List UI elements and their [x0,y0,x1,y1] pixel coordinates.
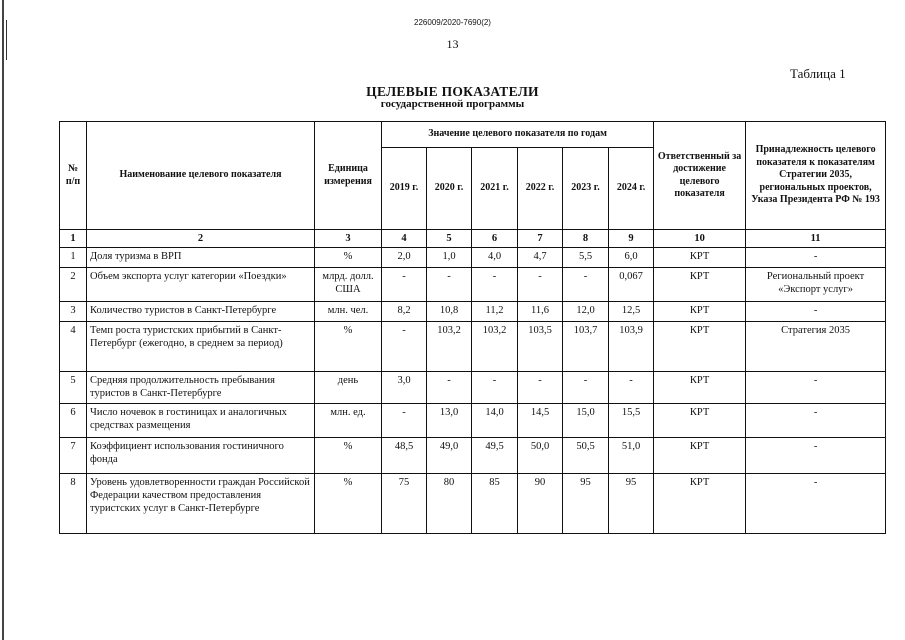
year-value-cell: - [382,404,427,438]
column-index-cell: 11 [746,230,886,248]
year-value-cell: 50,5 [563,438,609,474]
year-value-cell: 95 [563,474,609,534]
row-number-cell: 6 [60,404,87,438]
table-row [60,302,886,322]
unit-cell: млн. чел. [315,302,382,322]
indicators-table [59,121,886,534]
year-value-cell: 103,7 [563,322,609,372]
year-value-cell: 103,2 [472,322,518,372]
header-num: № п/п [60,122,87,230]
year-value-cell: 10,8 [427,302,472,322]
row-number-cell: 4 [60,322,87,372]
year-value-cell: 12,5 [609,302,654,322]
responsible-cell: КРТ [654,322,746,372]
unit-cell: день [315,372,382,404]
year-value-cell: - [427,268,472,302]
column-index-cell: 5 [427,230,472,248]
year-value-cell: - [472,372,518,404]
year-value-cell: 11,2 [472,302,518,322]
unit-cell: % [315,438,382,474]
page-subtitle: государственной программы [380,98,525,110]
unit-cell: млн. ед. [315,404,382,438]
unit-cell: млрд. долл. США [315,268,382,302]
year-value-cell: 12,0 [563,302,609,322]
year-value-cell: 6,0 [609,248,654,268]
year-value-cell: - [382,322,427,372]
indicator-name-cell: Средняя продолжительность пребывания туристов в Санкт-Петербурге [87,372,315,404]
indicator-name-cell: Количество туристов в Санкт-Петербурге [87,302,315,322]
year-value-cell: 11,6 [518,302,563,322]
column-index-cell: 7 [518,230,563,248]
page-number: 13 [446,37,459,51]
year-value-cell: - [472,268,518,302]
year-value-cell: - [518,372,563,404]
document-number: 226009/2020-7690(2) [414,18,491,27]
indicator-name-cell: Уровень удовлетворенности граждан Российской Федерации качеством предоставления туристских услуг в Санкт-Петербурге [87,474,315,534]
year-value-cell: 3,0 [382,372,427,404]
belonging-cell: - [746,248,886,268]
year-value-cell: 80 [427,474,472,534]
header-name: Наименование целевого показателя [87,122,315,230]
table-row [60,438,886,474]
unit-cell: % [315,248,382,268]
belonging-cell: - [746,302,886,322]
responsible-cell: КРТ [654,302,746,322]
year-value-cell: 8,2 [382,302,427,322]
indicator-name-cell: Коэффициент использования гостиничного фонда [87,438,315,474]
year-value-cell: 95 [609,474,654,534]
header-year: 2019 г. [382,148,427,230]
responsible-cell: КРТ [654,474,746,534]
column-index-cell: 1 [60,230,87,248]
year-value-cell: 14,5 [518,404,563,438]
year-value-cell: 5,5 [563,248,609,268]
page-title: ЦЕЛЕВЫЕ ПОКАЗАТЕЛИ [366,84,539,99]
responsible-cell: КРТ [654,372,746,404]
header-belonging: Принадлежность целевого показателя к показателям Стратегии 2035, региональных проектов, Указа Президента РФ № 193 [746,122,886,230]
header-year: 2021 г. [472,148,518,230]
year-value-cell: 49,5 [472,438,518,474]
year-value-cell: - [382,268,427,302]
year-value-cell: 103,5 [518,322,563,372]
responsible-cell: КРТ [654,438,746,474]
indicator-name-cell: Доля туризма в ВРП [87,248,315,268]
year-value-cell: - [609,372,654,404]
year-value-cell: 15,5 [609,404,654,438]
year-value-cell: 48,5 [382,438,427,474]
belonging-cell: - [746,438,886,474]
row-number-cell: 1 [60,248,87,268]
header-responsible: Ответственный за достижение целевого показателя [654,122,746,230]
header-year: 2023 г. [563,148,609,230]
responsible-cell: КРТ [654,268,746,302]
year-value-cell: 103,9 [609,322,654,372]
year-value-cell: 85 [472,474,518,534]
row-number-cell: 3 [60,302,87,322]
indicator-name-cell: Темп роста туристских прибытий в Санкт-Петербург (ежегодно, в среднем за период) [87,322,315,372]
year-value-cell: 14,0 [472,404,518,438]
year-value-cell: - [427,372,472,404]
header-unit: Единица измерения [315,122,382,230]
belonging-cell: - [746,404,886,438]
year-value-cell: 4,7 [518,248,563,268]
row-number-cell: 8 [60,474,87,534]
indicator-name-cell: Число ночевок в гостиницах и аналогичных средствах размещения [87,404,315,438]
column-index-cell: 6 [472,230,518,248]
column-index-cell: 3 [315,230,382,248]
row-number-cell: 2 [60,268,87,302]
unit-cell: % [315,322,382,372]
unit-cell: % [315,474,382,534]
responsible-cell: КРТ [654,248,746,268]
table-row [60,248,886,268]
header-year: 2020 г. [427,148,472,230]
table-row [60,372,886,404]
table-reference: Таблица 1 [790,66,846,81]
column-index-cell: 4 [382,230,427,248]
belonging-cell: Стратегия 2035 [746,322,886,372]
indicator-name-cell: Объем экспорта услуг категории «Поездки» [87,268,315,302]
year-value-cell: 1,0 [427,248,472,268]
table-row [60,474,886,534]
responsible-cell: КРТ [654,404,746,438]
year-value-cell: 103,2 [427,322,472,372]
year-value-cell: 13,0 [427,404,472,438]
belonging-cell: - [746,372,886,404]
column-index-row [60,230,886,248]
belonging-cell: - [746,474,886,534]
header-year: 2022 г. [518,148,563,230]
year-value-cell: 2,0 [382,248,427,268]
year-value-cell: - [563,372,609,404]
belonging-cell: Региональный проект «Экспорт услуг» [746,268,886,302]
year-value-cell: 75 [382,474,427,534]
year-value-cell: 4,0 [472,248,518,268]
year-value-cell: - [563,268,609,302]
table-row [60,322,886,372]
column-index-cell: 10 [654,230,746,248]
row-number-cell: 7 [60,438,87,474]
column-index-cell: 9 [609,230,654,248]
year-value-cell: 0,067 [609,268,654,302]
header-year: 2024 г. [609,148,654,230]
header-years-group: Значение целевого показателя по годам [382,122,654,148]
year-value-cell: 49,0 [427,438,472,474]
column-index-cell: 2 [87,230,315,248]
table-row [60,404,886,438]
year-value-cell: 15,0 [563,404,609,438]
year-value-cell: 50,0 [518,438,563,474]
year-value-cell: 51,0 [609,438,654,474]
year-value-cell: - [518,268,563,302]
table-row [60,268,886,302]
column-index-cell: 8 [563,230,609,248]
row-number-cell: 5 [60,372,87,404]
year-value-cell: 90 [518,474,563,534]
